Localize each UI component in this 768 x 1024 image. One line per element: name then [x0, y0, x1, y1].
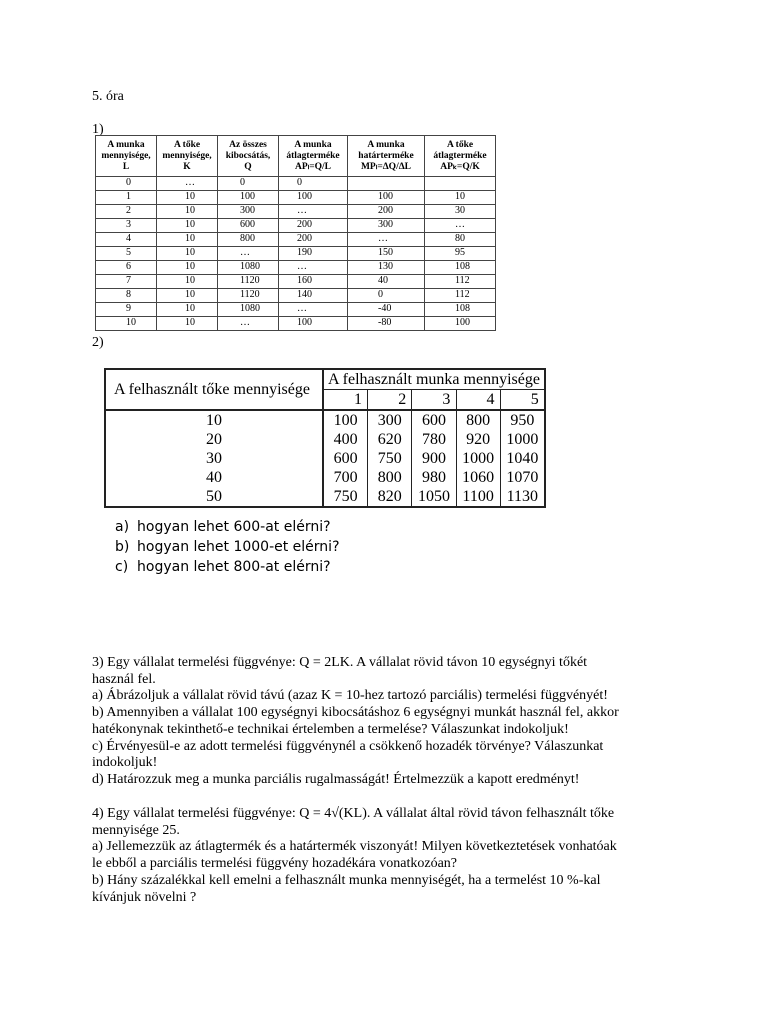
table-cell: 100: [425, 317, 496, 331]
item-letter: b): [115, 539, 130, 555]
table-cell: …: [218, 317, 279, 331]
table-row: [96, 317, 496, 331]
list-item: [115, 557, 340, 577]
table-cell: 1: [96, 191, 157, 205]
table-cell: …: [425, 219, 496, 233]
table-cell: -80: [348, 317, 425, 331]
table-cell: 0: [279, 177, 348, 191]
text-line: mennyisége 25.: [92, 822, 180, 838]
table-cell: 10: [157, 219, 218, 233]
header-line: kibocsátás,: [225, 150, 271, 161]
table-cell: 800: [218, 233, 279, 247]
table-cell: 800: [456, 410, 500, 430]
table-cell: 1060: [456, 468, 500, 487]
table-row: [105, 410, 545, 430]
table-cell: 9: [96, 303, 157, 317]
row-axis-header: A felhasznált tőke mennyisége: [105, 369, 323, 410]
table-cell: 10: [157, 247, 218, 261]
table-row: [96, 247, 496, 261]
table-cell: [348, 177, 425, 191]
table-cell: 112: [425, 289, 496, 303]
table-cell: 10: [157, 205, 218, 219]
table-cell: 100: [218, 191, 279, 205]
table-cell: 10: [157, 289, 218, 303]
table-cell: 10: [96, 317, 157, 331]
table1-header-cell: [218, 136, 279, 177]
table-cell: 5: [96, 247, 157, 261]
table-row: [96, 205, 496, 219]
table-cell: 700: [333, 469, 358, 486]
item-text: hogyan lehet 1000-et elérni?: [137, 539, 340, 555]
table-cell: 40: [348, 275, 425, 289]
list-item: [115, 537, 340, 557]
table-cell: 80: [425, 233, 496, 247]
text-line: 3) Egy vállalat termelési függvénye: Q = 2LK. A vállalat rövid távon 10 egységnyi tőkét: [92, 655, 588, 670]
table-cell: 600: [333, 450, 358, 467]
table-cell: -40: [348, 303, 425, 317]
lesson-title: 5. óra: [92, 89, 124, 104]
header-line: A munka: [107, 139, 145, 150]
table-row: [96, 261, 496, 275]
table-cell: 7: [96, 275, 157, 289]
table-cell: …: [279, 303, 348, 317]
section-2-label: 2): [92, 335, 104, 350]
text-line: indokoljuk!: [92, 755, 158, 771]
item-text: hogyan lehet 600-at elérni?: [137, 519, 331, 535]
table-cell: 300: [218, 205, 279, 219]
table-cell: 400: [333, 431, 358, 448]
item-letter: c): [115, 559, 129, 575]
text-line: 4) Egy vállalat termelési függvénye: Q = 4√(KL). A vállalat által rövid távon felhasznált tőke: [92, 806, 615, 821]
table-cell: 10: [425, 191, 496, 205]
table-cell: 200: [348, 205, 425, 219]
table-cell: 6: [96, 261, 157, 275]
column-number: 2: [368, 390, 412, 411]
table-cell: 130: [348, 261, 425, 275]
table-cell: …: [279, 205, 348, 219]
column-number: 3: [412, 390, 456, 411]
row-label: 20: [105, 430, 323, 449]
table-cell: 1000: [456, 449, 500, 468]
header-line: Q: [244, 161, 252, 172]
item-text: hogyan lehet 800-at elérni?: [137, 559, 331, 575]
header-line: mennyisége,: [101, 150, 151, 161]
table-cell: 750: [333, 488, 358, 505]
row-label: 50: [105, 487, 323, 507]
column-number: 4: [456, 390, 500, 411]
header-line: APₖ=Q/K: [440, 161, 480, 172]
table-cell: 300: [368, 410, 412, 430]
table-row: [96, 289, 496, 303]
table-cell: 10: [157, 233, 218, 247]
row-label: 10: [105, 410, 323, 430]
table-cell: 800: [368, 468, 412, 487]
table-cell: 1130: [500, 487, 545, 507]
text-line: b) Hány százalékkal kell emelni a felhasznált munka mennyiségét, ha a termelést 10 %-kal: [92, 872, 601, 888]
table-cell: 820: [368, 487, 412, 507]
table1-header-cell: [348, 136, 425, 177]
header-line: A tőke: [446, 139, 474, 150]
header-line: Az összes: [229, 139, 267, 150]
table-row: [96, 219, 496, 233]
text-line: b) Amennyiben a vállalat 100 egységnyi kibocsátáshoz 6 egységnyi munkát használ fel, akkor: [92, 705, 619, 721]
table-cell: 600: [412, 410, 456, 430]
production-table-1: [95, 135, 496, 331]
table-cell: 1050: [412, 487, 456, 507]
table-cell: 10: [157, 275, 218, 289]
table2-header-row: [105, 369, 545, 390]
item-letter: a): [115, 519, 130, 535]
table-cell: …: [279, 261, 348, 275]
table-cell: 8: [96, 289, 157, 303]
table-cell: 1080: [218, 303, 279, 317]
table-cell: 620: [368, 430, 412, 449]
table-cell: 3: [96, 219, 157, 233]
production-table-2: [104, 368, 546, 508]
text-line: hatékonynak tekinthető-e technikai értelemben a termelése? Válaszunkat indokoljuk!: [92, 721, 569, 737]
table-cell: 780: [412, 430, 456, 449]
header-line: mennyisége,: [162, 150, 212, 161]
table1-header-cell: [157, 136, 218, 177]
table-cell: 112: [425, 275, 496, 289]
table-cell: 0: [218, 177, 279, 191]
header-line: A tőke: [173, 139, 201, 150]
table1-header-cell: [279, 136, 348, 177]
table-cell: 108: [425, 303, 496, 317]
text-line: használ fel.: [92, 671, 156, 687]
table-cell: 200: [279, 233, 348, 247]
table-cell: [425, 177, 496, 191]
table-cell: 100: [348, 191, 425, 205]
question-list: [115, 517, 340, 577]
table-cell: 750: [368, 449, 412, 468]
column-number: 5: [500, 390, 545, 411]
table-cell: 1120: [218, 275, 279, 289]
table-cell: 100: [333, 412, 358, 429]
table-cell: …: [218, 247, 279, 261]
row-label: 30: [105, 449, 323, 468]
table-cell: 4: [96, 233, 157, 247]
table-cell: …: [157, 177, 218, 191]
table-row: [105, 449, 545, 468]
table-cell: 300: [348, 219, 425, 233]
table-row: [96, 233, 496, 247]
table-cell: 1120: [218, 289, 279, 303]
table-row: [105, 487, 545, 507]
table-cell: 1070: [500, 468, 545, 487]
header-line: átlagterméke: [286, 150, 340, 161]
header-line: A munka: [294, 139, 332, 150]
table-cell: 160: [279, 275, 348, 289]
table-row: [105, 430, 545, 449]
table-cell: 140: [279, 289, 348, 303]
text-line: a) Ábrázoljuk a vállalat rövid távú (azaz K = 10-hez tartozó parciális) termelési függvényét!: [92, 688, 608, 704]
table-cell: 0: [348, 289, 425, 303]
table-row: [96, 303, 496, 317]
table-cell: 108: [425, 261, 496, 275]
table-cell: 10: [157, 191, 218, 205]
header-line: átlagterméke: [433, 150, 487, 161]
table-cell: 2: [96, 205, 157, 219]
table-cell: 1100: [456, 487, 500, 507]
table-cell: 95: [425, 247, 496, 261]
column-number: 1: [323, 390, 368, 411]
table-cell: 920: [456, 430, 500, 449]
table-cell: 1040: [500, 449, 545, 468]
text-line: c) Érvényesül-e az adott termelési függvénynél a csökkenő hozadék törvénye? Válaszunkat: [92, 738, 604, 754]
table1-header-row: [96, 136, 496, 177]
table-cell: 950: [500, 410, 545, 430]
table-cell: 600: [218, 219, 279, 233]
table-cell: 900: [412, 449, 456, 468]
text-line: kívánjuk növelni ?: [92, 889, 197, 905]
table-cell: 0: [96, 177, 157, 191]
section-1-label: 1): [92, 122, 104, 137]
table-cell: 150: [348, 247, 425, 261]
text-line: d) Határozzuk meg a munka parciális rugalmasságát! Értelmezzük a kapott eredményt!: [92, 771, 580, 787]
header-line: A munka: [367, 139, 405, 150]
header-line: L: [122, 161, 130, 172]
table-row: [96, 275, 496, 289]
table-cell: 1080: [218, 261, 279, 275]
list-item: [115, 517, 340, 537]
table-cell: 190: [279, 247, 348, 261]
header-line: APₗ=Q/L: [294, 161, 332, 172]
table1-header-cell: [96, 136, 157, 177]
table-row: [96, 177, 496, 191]
table-cell: 980: [412, 468, 456, 487]
table-cell: 30: [425, 205, 496, 219]
table-cell: 100: [279, 317, 348, 331]
header-line: határterméke: [358, 150, 414, 161]
table-cell: 200: [279, 219, 348, 233]
text-line: le ebből a parciális termelési függvény hozadékára vonatkozóan?: [92, 856, 458, 872]
col-axis-header: A felhasznált munka mennyisége: [323, 369, 545, 390]
table-cell: 10: [157, 317, 218, 331]
text-line: a) Jellemezzük az átlagtermék és a határtermék viszonyát! Milyen következtetések vonhatóak: [92, 839, 617, 855]
table-cell: 100: [279, 191, 348, 205]
table-cell: 10: [157, 303, 218, 317]
header-line: MPₗ=ΔQ/ΔL: [360, 161, 412, 172]
table1-header-cell: [425, 136, 496, 177]
table-cell: 10: [157, 261, 218, 275]
table-cell: 1000: [500, 430, 545, 449]
section-4: [92, 806, 692, 906]
table-cell: …: [348, 233, 425, 247]
row-label: 40: [105, 468, 323, 487]
table-row: [96, 191, 496, 205]
header-line: K: [183, 161, 191, 172]
section-3: [92, 655, 692, 789]
table-row: [105, 468, 545, 487]
